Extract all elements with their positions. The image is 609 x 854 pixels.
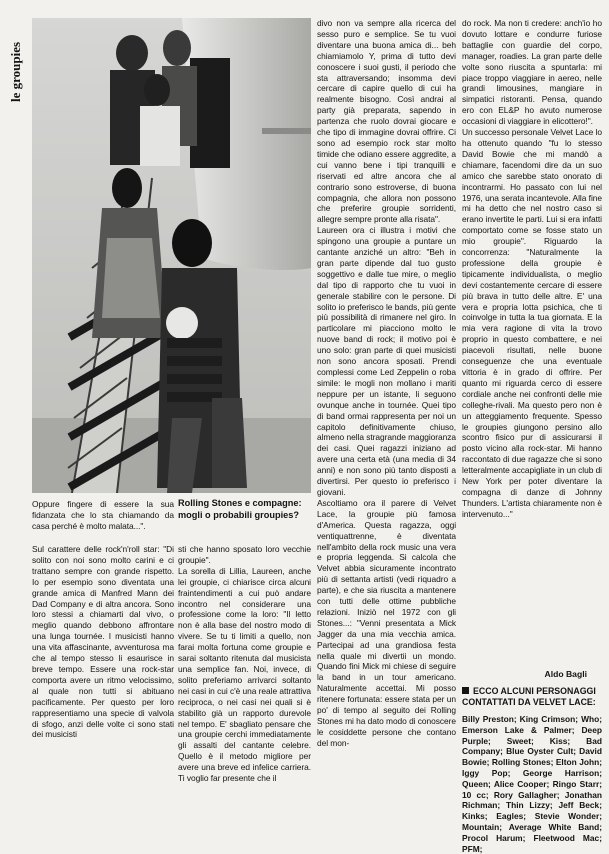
sidebar-box-title-text: ECCO ALCUNI PERSONAGGI CONTATTATI DA VELVET LACE: (462, 686, 596, 707)
paragraph: do rock. Ma non ti credere: anch'io ho dovuto lottare e condurre furiose battaglie con guardie del corpo, manager, roadies. La gran parte delle volte sono riuscita a spuntarla: mi piace troppo viaggiare in aereo, nelle grandi limousines, mangiare in simpatici ristoranti. Pensa, quando ero con EL&P ho avuto numerose occasioni di viaggiare in elicottero!". (462, 18, 602, 127)
section-tag (6, 18, 26, 138)
paragraph: Laureen ora ci illustra i motivi che spingono una groupie a puntare un cantante anziché un altro: "Beh in gran parte dipende dal tuo gusto soggettivo e dalle tue mire, o meglio dal tipo di rapporto che tu vuoi in generale stabilire con le persone. Di solito io preferisco le bands, più gente più possibilità di rimanere nel giro. In particolare mi piacciono molto le nuove band di rock; il motivo poi è uno solo: gran parte di quei musicisti non sono ancora sposati. Prendi complessi come Led Zeppelin o roba simile: le mogli non mollano i mariti neppure per un istante, li seguono ovunque anche in tournée. Quei tipo di band ormai rappresenta per noi un capitolo definitivamente chiuso, almeno nella stragrande maggioranza dei casi. Quei ragazzi iniziano ad avere una certa età (una media di 34 anni) e non sono più tanto disposti a divertirsi. Per questo io preferisco i giovani. (317, 225, 456, 497)
article-column-2 (178, 544, 311, 784)
article-column-1 (32, 544, 174, 740)
paragraph: Oppure fingere di essere la sua fidanzata che lo sta chiamando da casa perché è molto malata...". (32, 499, 174, 531)
square-bullet-icon (462, 687, 469, 694)
article-column-3 (317, 18, 456, 749)
sidebar-box-title (462, 686, 602, 708)
paragraph: sti che hanno sposato loro vecchie groupie". (178, 544, 311, 565)
sidebar-box-body: Billy Preston; King Crimson; Who; Emerson Lake & Palmer; Deep Purple; Sweet; Kiss; Bad Company; Blue Oyster Cult; David Bowie; Rolling Stones; Elton John; Iggy Pop; George Harrison; Queen; Alice Cooper; Ringo Starr; 10 cc; Rory Gallagher; Jonathan Richman; Thin Lizzy; Jeff Beck; Kinks; Eagles; Stevie Wonder; Mountain; Average White Band; Procol Harum; Fleetwood Mac; PFM; (462, 714, 602, 854)
author-signature: Aldo Bagli (544, 669, 587, 679)
paragraph: divo non va sempre alla ricerca del sesso puro e semplice. Se tu vuoi diventare una buona amica di... beh chiamiamolo Y, prima di tutto devi conoscere i suoi gusti, il periodo che sta attraversando; insomma devi cercare di capire quello di cui ha realmente bisogno. Così andrai al party già preparata, sapendo in partenza che ruolo dovrai giocare e che tipo di immagine dovrai offrire. Ci sono ad esempio rock star molto timide che odiano essere aggredite, a cui vanno bene i tipi tranquilli e riservati ed altre ancora che al contrario sono estroverse, di buona compagnia, che allora non possono che preferire groupie sorridenti, allegre sempre pronte alla risata". (317, 18, 456, 225)
paragraph: Ascoltiamo ora il parere di Velvet Lace, la groupie più famosa d'America. Questa ragazza, oggi ventiquattrenne, è diventata nell'ambito della rock music una vera e propria leggenda. Si calcola che Velvet abbia sicuramente incontrato più di settanta artisti (vedi riquadro a parte), e che sia riuscita a mantenere con tutti delle ottime pubbliche relazioni. Iniziò nel 1972 con gli Stones...: "Venni presentata a Mick Jagger da una mia vecchia amica. Partecipai ad una grandiosa festa nella quale mi divertii un mondo. Quando fini Mick mi chiese di seguire la band in un tour americano. Naturalmente accettai. Mi posso ritenere fortunata: essere stata per un po' di tempo al seguito dei Rolling Stones mi ha dato modo di conoscere le cosiddette persone che contano del mon- (317, 497, 456, 748)
paragraph: Sul carattere delle rock'n'roll star: "Di solito con noi sono molto carini e ci trattano sempre con grande rispetto. Io per esempio sono diventata una grande amica di Manfred Mann dei Dad Company e di altra ancora. Sono loro stessi a chiamarti dal vivo, o meglio quando debbono affrontare una lunga tournée. I musicisti hanno una vita affascinante, avventurosa ma che al tempo stesso li esaurisce in breve tempo. Essere una rock-star comporta avere un ritmo velocissimo, al quale non tutti si abituano pacificamente. Per questo per loro rappresentiamo una specie di valvola di sfogo, anzi delle volte ci sono stati dei musicisti (32, 544, 174, 740)
section-label: le groupies (8, 41, 23, 103)
article-column-4 (462, 18, 602, 520)
article-column-1-top (32, 499, 174, 532)
paragraph: La sorella di Lillia, Laureen, anche lei groupie, ci chiarisce circa alcuni fraintendimenti a cui può andare incontro nel considerare una professione come la loro: "Il letto non è alla base del nostro modo di vivere. Se tu ti limiti a quello, non farai molta fortuna come groupie e sarai soltanto ritenuta dal musicista una semplice fan. Noi, invece, di solito preferiamo arrivarci soltanto nei casi in cui c'è una reale attrattiva reciproca, o nei casi nei quali si è stabilito già un rapporto durevole nel tempo. E' sbagliato pensare che una groupie cerchi immediatamente gli assalti del cantante celebre. Quello è il metodo migliore per avere una breve ed infelice carriera. Ti voglio far presente che il (178, 565, 311, 784)
paragraph: Un successo personale Velvet Lace lo ha ottenuto quando "fu lo stesso David Bowie che mi mandò a chiamare, facendomi dire da un suo amico che sarebbe stato onorato di incontrarmi. Ho passato con lui nel 1976, una serata incantevole. Alla fine mi ha detto che nel nostro caso si erano invertite le parti. Lui si era infatti comportato come se fosse stato un mio groupie". Riguardo la concorrenza: "Naturalmente la professione della groupie è tipicamente individualista, o meglio devi costantemente cercare di essere più brava in tutto delle altre. E' una vera e propria lotta psichica, che ti coinvolge in tutta la tua giornata. E la mia vera ragione di vita la trovo proprio in questo combattere, e nei piacevoli risultati, nelle buone conseguenze che una eventuale vittoria è in grado di offrire. Per quanto mi riguarda cerco di essere cordiale anche nei confronti delle mie colleghe-rivali. Ma questo pero non è un atteggiamento frequente. Spesso le groupies giungono persino allo scontro fisico pur di assicurarsi il posto vicino alla rock-star. Mi hanno raccontato di due ragazze che si sono letteralmente accapigliate in un club di New York per poter diventare la compagna di danze di Johnny Thunders. L'artista chiaramente non è intervenuto..." (462, 127, 602, 519)
photo-rolling-stones (32, 18, 311, 493)
photo-caption: Rolling Stones e compagne: mogli o probabili groupies? (178, 498, 302, 520)
